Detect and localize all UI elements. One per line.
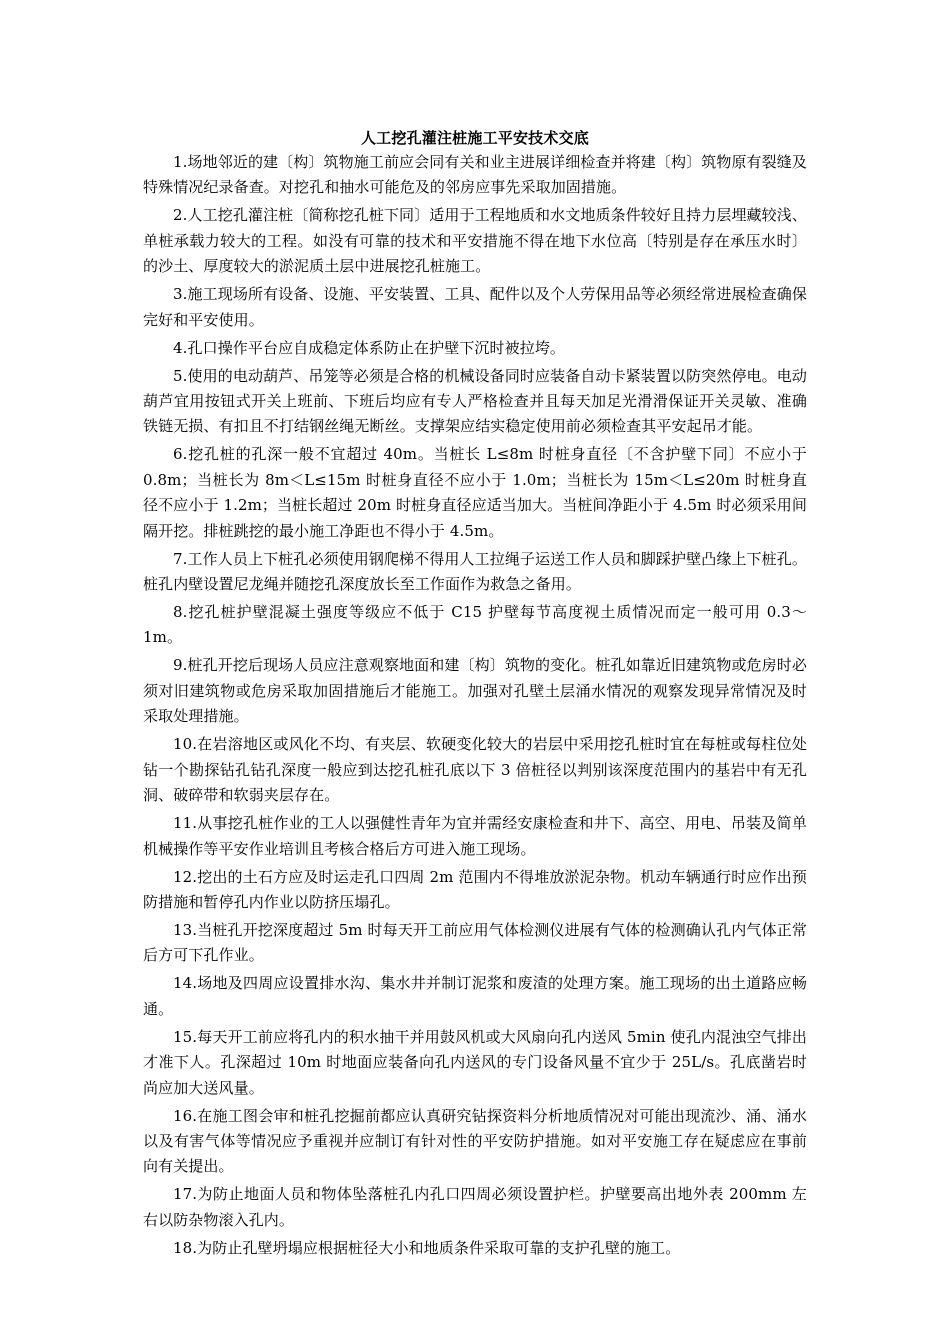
paragraph-17: 17.为防止地面人员和物体坠落桩孔内孔口四周必须设置护栏。护壁要高出地外表 200mm 左右以防杂物滚入孔内。 (143, 1185, 807, 1229)
paragraph-14: 14.场地及四周应设置排水沟、集水井并制订泥浆和废渣的处理方案。施工现场的出土道路应畅通。 (143, 974, 807, 1018)
paragraph-9: 9.桩孔开挖后现场人员应注意观察地面和建〔构〕筑物的变化。桩孔如靠近旧建筑物或危房时必须对旧建筑物或危房采取加固措施后才能施工。加强对孔壁土层涌水情况的观察发现异常情况及时采取处理措施。 (143, 656, 807, 726)
paragraph-15: 15.每天开工前应将孔内的积水抽干并用鼓风机或大风扇向孔内送风 5min 使孔内混浊空气排出才准下人。孔深超过 10m 时地面应装备向孔内送风的专门设备风量不宜少于 25L/s。孔底凿岩时尚应加大送风量。 (143, 1027, 807, 1097)
paragraph-6: 6.挖孔桩的孔深一般不宜超过 40m。当桩长 L≤8m 时桩身直径〔不含护壁下同〕不应小于 0.8m；当桩长为 8m＜L≤15m 时桩身直径不应小于 1.0m；当桩长为 15m＜L≤20m 时桩身直径不应小于 1.2m；当桩长超过 20m 时桩身直径应适当加大。当桩间净距小于 4.5m 时必须采用间隔开挖。排桩跳挖的最小施工净距也不得小于 4.5m。 (143, 445, 807, 540)
paragraph-3: 3.施工现场所有设备、设施、平安装置、工具、配件以及个人劳保用品等必须经常进展检查确保完好和平安使用。 (143, 285, 807, 329)
paragraph-16: 16.在施工图会审和桩孔挖掘前都应认真研究钻探资料分析地质情况对可能出现流沙、涌、涌水以及有害气体等情况应予重视并应制订有针对性的平安防护措施。如对平安施工存在疑虑应在事前向有关提出。 (143, 1106, 807, 1176)
paragraph-4: 4.孔口操作平台应自成稳定体系防止在护壁下沉时被拉垮。 (173, 338, 566, 357)
paragraph-18: 18.为防止孔壁坍塌应根据桩径大小和地质条件采取可靠的支护孔壁的施工。 (173, 1238, 681, 1257)
paragraph-8: 8.挖孔桩护壁混凝土强度等级应不低于 C15 护壁每节高度视土质情况而定一般可用 0.3～1m。 (143, 603, 807, 647)
paragraph-10: 10.在岩溶地区或风化不均、有夹层、软硬变化较大的岩层中采用挖孔桩时宜在每桩或每柱位处钻一个勘探钻孔钻孔深度一般应到达挖孔桩孔底以下 3 倍桩径以判别该深度范围内的基岩中有无孔洞、破碎带和软弱夹层存在。 (143, 735, 807, 805)
paragraph-5: 5.使用的电动葫芦、吊笼等必须是合格的机械设备同时应装备自动卡紧装置以防突然停电。电动葫芦宜用按钮式开关上班前、下班后均应有专人严格检查并且每天加足光滑滑保证开关灵敏、准确铁链无损、有扣且不打结钢丝绳无断丝。支撑架应结实稳定使用前必须检查其平安起吊才能。 (143, 366, 807, 436)
paragraph-12: 12.挖出的土石方应及时运走孔口四周 2m 范围内不得堆放淤泥杂物。机动车辆通行时应作出预防措施和暂停孔内作业以防挤压塌孔。 (143, 867, 807, 911)
paragraph-11: 11.从事挖孔桩作业的工人以强健性青年为宜并需经安康检查和井下、高空、用电、吊装及简单机械操作等平安作业培训且考核合格后方可进入施工现场。 (143, 814, 807, 858)
document-title: 人工挖孔灌注桩施工平安技术交底 (360, 129, 589, 147)
paragraph-2: 2.人工挖孔灌注桩〔简称挖孔桩下同〕适用于工程地质和水文地质条件较好且持力层埋藏较浅、单桩承载力较大的工程。如没有可靠的技术和平安措施不得在地下水位高〔特别是存在承压水时〕的沙土、厚度较大的淤泥质土层中进展挖孔桩施工。 (143, 206, 807, 276)
paragraph-1: 1.场地邻近的建〔构〕筑物施工前应会同有关和业主进展详细检查并将建〔构〕筑物原有裂缝及特殊情况纪录备查。对挖孔和抽水可能危及的邻房应事先采取加固措施。 (143, 153, 807, 197)
document-page (143, 126, 807, 1264)
paragraph-7: 7.工作人员上下桩孔必须使用钢爬梯不得用人工拉绳子运送工作人员和脚踩护壁凸缘上下桩孔。桩孔内壁设置尼龙绳并随挖孔深度放长至工作面作为救急之备用。 (143, 549, 807, 594)
paragraph-13: 13.当桩孔开挖深度超过 5m 时每天开工前应用气体检测仪进展有气体的检测确认孔内气体正常后方可下孔作业。 (143, 920, 807, 965)
